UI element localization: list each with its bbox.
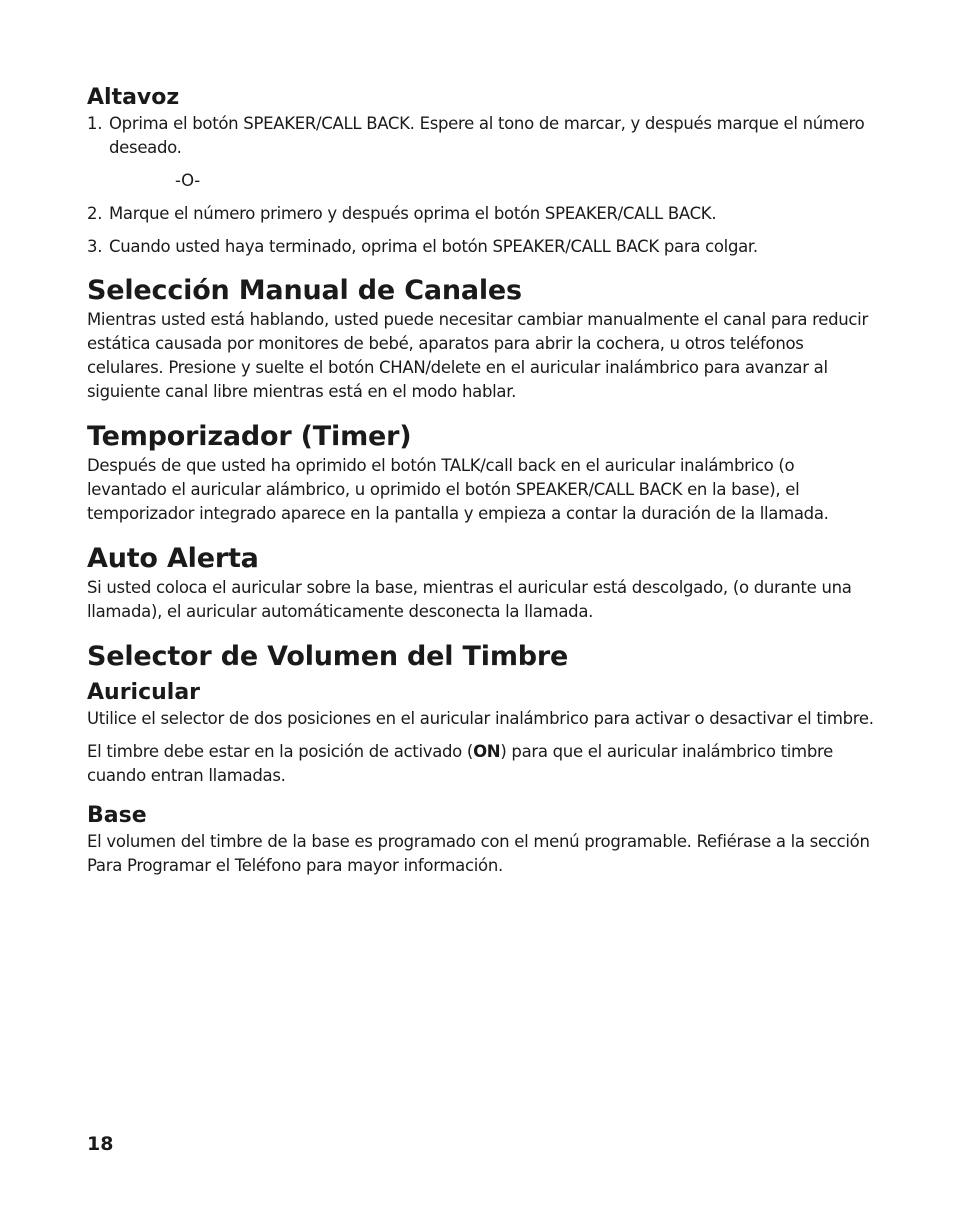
- paragraph-auricular-2: [87, 740, 877, 788]
- step-number: 3.: [87, 237, 103, 256]
- section-altavoz: [87, 84, 877, 259]
- step-text: Marque el número primero y después oprima el botón SPEAKER/CALL BACK.: [109, 204, 717, 223]
- subsection-base: [87, 802, 877, 878]
- page-content: [87, 84, 877, 878]
- section-temporizador: [87, 420, 877, 526]
- heading-temporizador: Temporizador (Timer): [87, 421, 412, 452]
- heading-altavoz: Altavoz: [87, 85, 180, 110]
- paragraph-auto-alerta: Si usted coloca el auricular sobre la base, mientras el auricular está descolgado, (o durante una llamada), el auricular automáticamente desconecta la llamada.: [87, 578, 852, 621]
- step-text: Oprima el botón SPEAKER/CALL BACK. Espere al tono de marcar, y después marque el número deseado.: [109, 114, 865, 157]
- text-after-on: ) para que el auricular inalámbrico timbre cuando entran llamadas.: [87, 742, 833, 785]
- list-item: [87, 112, 877, 160]
- heading-auricular: Auricular: [87, 680, 201, 705]
- section-auto-alerta: [87, 542, 877, 624]
- heading-selector-volumen: Selector de Volumen del Timbre: [87, 641, 569, 672]
- paragraph-seleccion-manual: Mientras usted está hablando, usted puede necesitar cambiar manualmente el canal para reducir estática causada por monitores de bebé, aparatos para abrir la cochera, u otros teléfonos celulares. Presione y suelte el botón CHAN/delete en el auricular inalámbrico para avanzar al siguiente canal libre mientras está en el modo hablar.: [87, 310, 868, 401]
- list-item: [87, 202, 877, 226]
- step-number: 2.: [87, 204, 103, 223]
- section-selector-volumen: [87, 640, 877, 878]
- heading-auto-alerta: Auto Alerta: [87, 543, 259, 574]
- or-separator: -O-: [175, 171, 200, 190]
- step-number: 1.: [87, 114, 103, 133]
- page-number: 18: [87, 1133, 114, 1155]
- paragraph-temporizador: Después de que usted ha oprimido el botón TALK/call back en el auricular inalámbrico (o levantado el auricular alámbrico, u oprimido el botón SPEAKER/CALL BACK en la base), el temporizador integrado aparece en la pantalla y empieza a contar la duración de la llamada.: [87, 456, 829, 523]
- step-text: Cuando usted haya terminado, oprima el botón SPEAKER/CALL BACK para colgar.: [109, 237, 758, 256]
- section-seleccion-manual: [87, 274, 877, 404]
- heading-base: Base: [87, 803, 147, 828]
- altavoz-steps: [87, 112, 877, 160]
- heading-seleccion-manual: Selección Manual de Canales: [87, 275, 522, 306]
- subsection-auricular: [87, 679, 877, 788]
- text-before-on: El timbre debe estar en la posición de activado (: [87, 742, 474, 761]
- paragraph-base: El volumen del timbre de la base es programado con el menú programable. Refiérase a la sección Para Programar el Teléfono para mayor información.: [87, 832, 870, 875]
- list-item: [87, 235, 877, 259]
- on-label: ON: [473, 742, 501, 761]
- paragraph-auricular-1: Utilice el selector de dos posiciones en el auricular inalámbrico para activar o desactivar el timbre.: [87, 709, 874, 728]
- altavoz-steps-continued: [87, 202, 877, 259]
